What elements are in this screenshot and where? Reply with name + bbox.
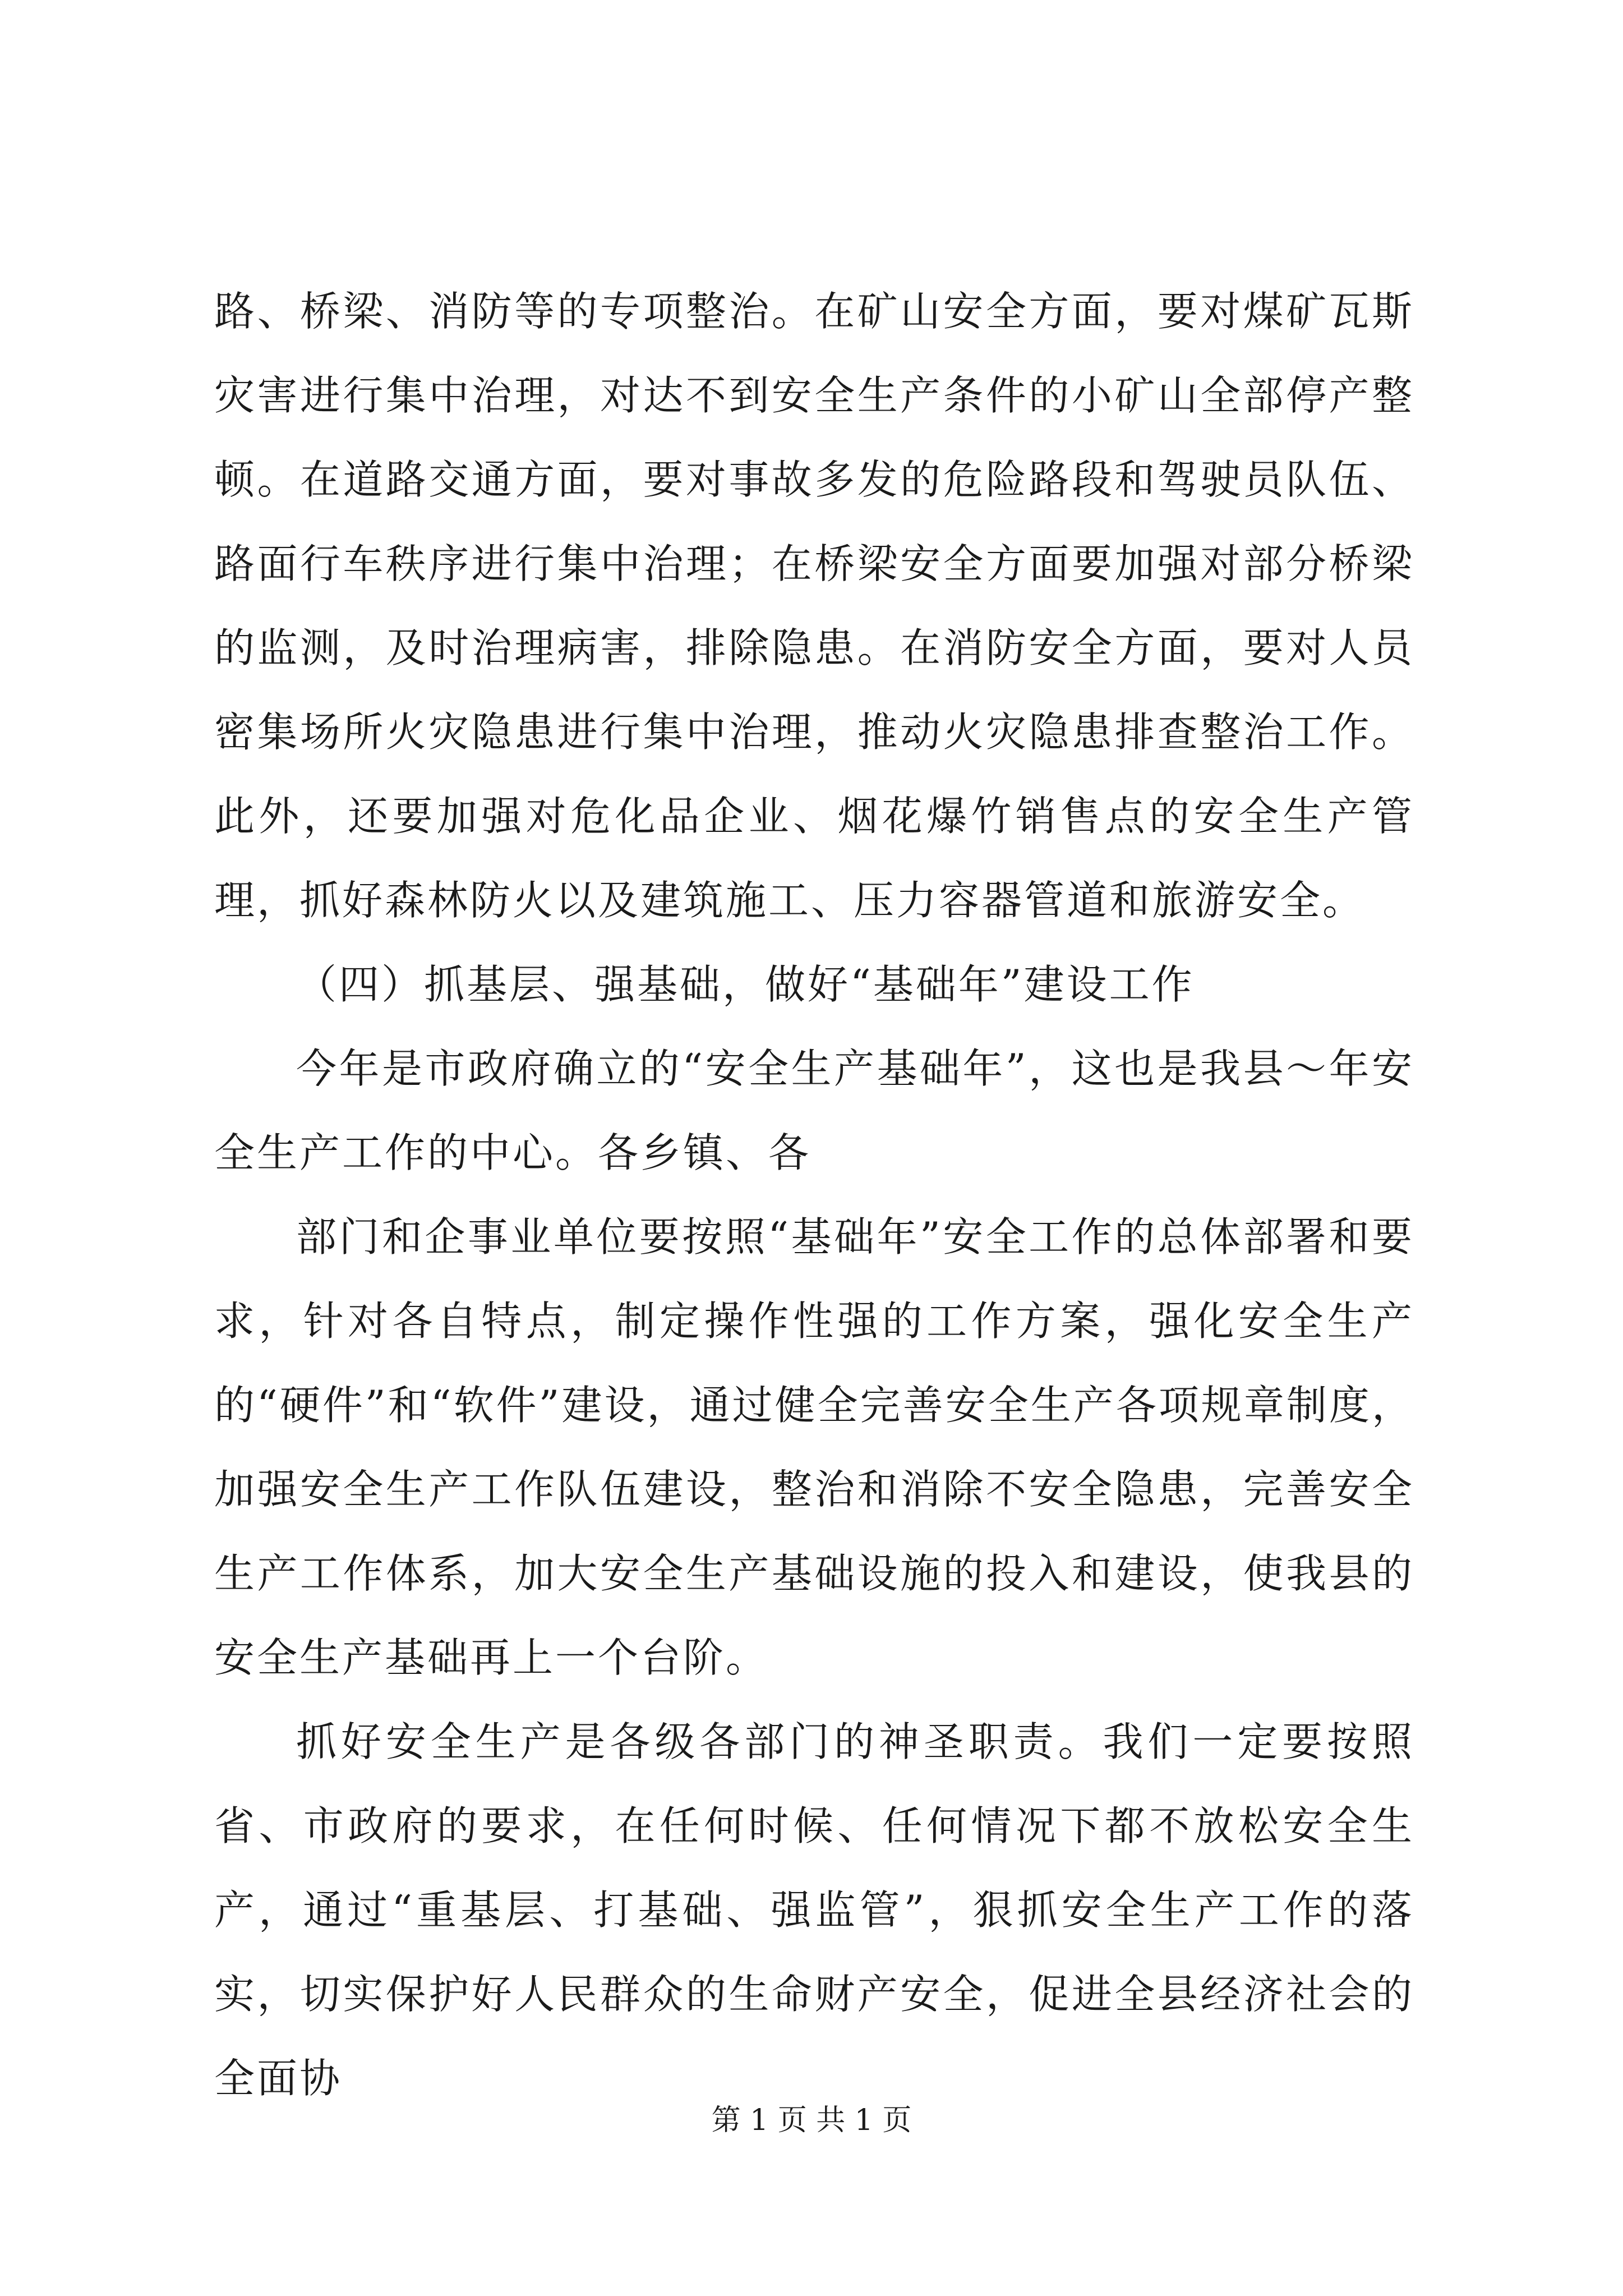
page-number-footer: 第 1 页 共 1 页 xyxy=(711,2104,912,2137)
paragraph-departments-requirements: 部门和企事业单位要按照“基础年”安全工作的总体部署和要求，针对各自特点，制定操作性强的工作方案，强化安全生产的“硬件”和“软件”建设，通过健全完善安全生产各项规章制度，加强安全生产工作队伍建设，整治和消除不安全隐患，完善安全生产工作体系，加大安全生产基础设施的投入和建设，使我县的安全生产基础再上一个台阶。 xyxy=(214,1213,1414,1681)
section-heading-four: （四）抓基层、强基础，做好“基础年”建设工作 xyxy=(296,961,1195,1008)
paragraph-foundation-year: 今年是市政府确立的“安全生产基础年”，这也是我县～年安全生产工作的中心。各乡镇、各 xyxy=(214,1045,1414,1176)
paragraph-special-rectification: 路、桥梁、消防等的专项整治。在矿山安全方面，要对煤矿瓦斯灾害进行集中治理，对达不到安全生产条件的小矿山全部停产整顿。在道路交通方面，要对事故多发的危险路段和驾驶员队伍、路面行车秩序进行集中治理；在桥梁安全方面要加强对部分桥梁的监测，及时治理病害，排除隐患。在消防安全方面，要对人员密集场所火灾隐患进行集中治理，推动火灾隐患排查整治工作。此外，还要加强对危化品企业、烟花爆竹销售点的安全生产管理，抓好森林防火以及建筑施工、压力容器管道和旅游安全。 xyxy=(214,288,1414,924)
document-body xyxy=(214,269,1414,2120)
paragraph-conclusion: 抓好安全生产是各级各部门的神圣职责。我们一定要按照省、市政府的要求，在任何时候、任何情况下都不放松安全生产，通过“重基层、打基础、强监管”，狠抓安全生产工作的落实，切实保护好人民群众的生命财产安全，促进全县经济社会的全面协 xyxy=(214,1718,1414,2102)
